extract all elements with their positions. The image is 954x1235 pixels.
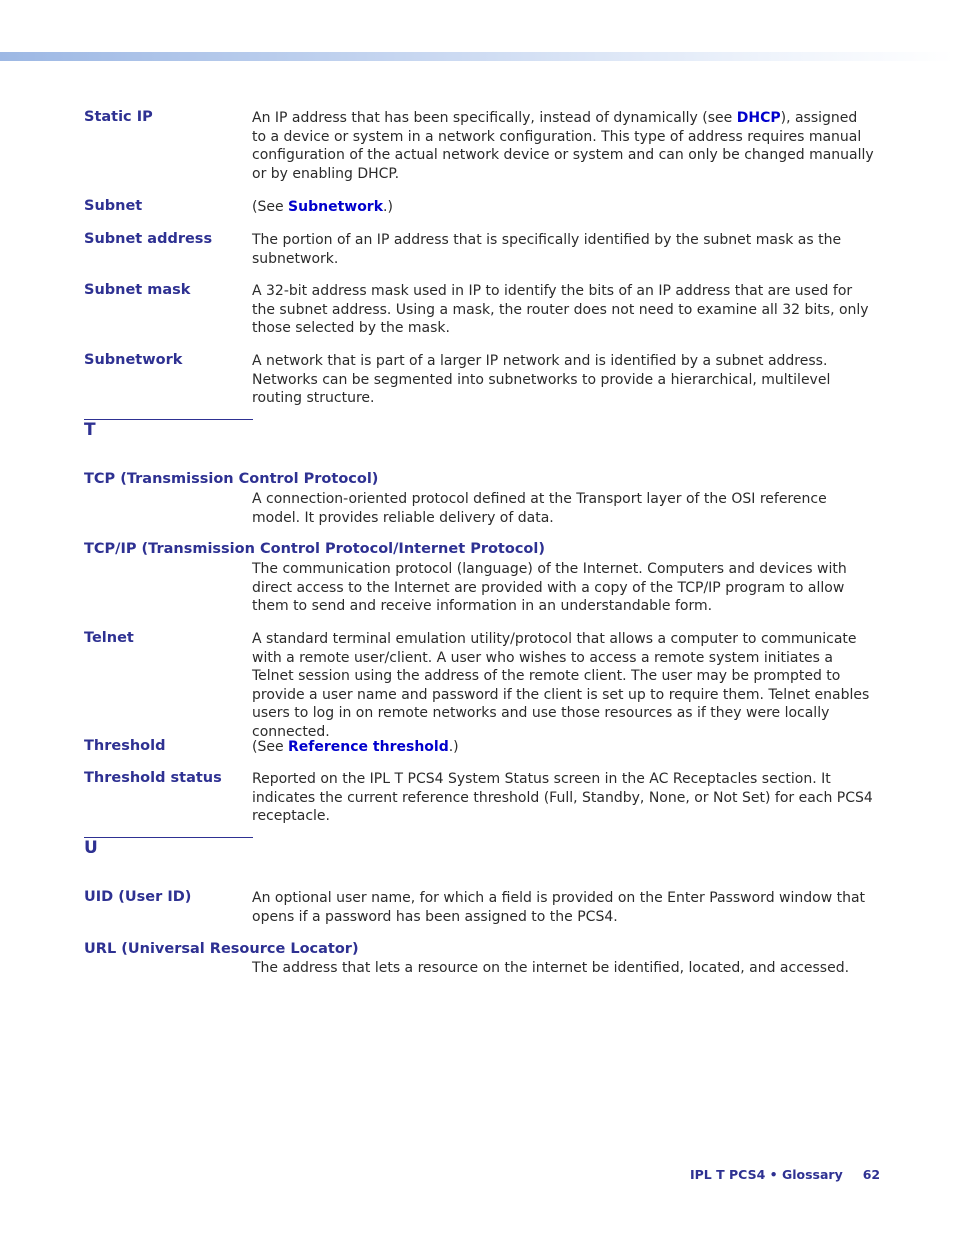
definition-tcpip: The communication protocol (language) of the Internet. Computers and devices with direct access to the Internet are provided with a copy of the TCP/IP program to allow them to send and receive information in an understandable form.	[252, 561, 847, 615]
term-url: URL (Universal Resource Locator)	[84, 941, 359, 957]
glossary-entry-threshold	[84, 738, 874, 757]
term-telnet: Telnet	[84, 630, 134, 646]
term-tcpip: TCP/IP (Transmission Control Protocol/Internet Protocol)	[84, 541, 545, 557]
definition-static-ip	[252, 109, 874, 183]
link-dhcp[interactable]: DHCP	[736, 110, 781, 126]
term-threshold-status: Threshold status	[84, 770, 222, 786]
definition-text: .)	[383, 199, 393, 215]
section-divider-t	[84, 419, 253, 420]
definition-text: ), assigned to a device or system in a network configuration. This type of address requires manual configuration of the actual network device or system and can only be changed manually or by enabling DHCP.	[252, 110, 874, 182]
glossary-entry-tcp	[84, 471, 874, 527]
definition-text: An IP address that has been specifically, instead of dynamically (see	[252, 110, 737, 126]
definition-text: .)	[448, 739, 459, 755]
definition-threshold	[252, 738, 874, 757]
definition-threshold-status: Reported on the IPL T PCS4 System Status screen in the AC Receptacles section. It indicates the current reference threshold (Full, Standby, None, or Not Set) for each PCS4 receptacle.	[252, 771, 873, 825]
glossary-entry-telnet	[84, 630, 874, 742]
glossary-entry-subnet	[84, 198, 874, 217]
term-subnetwork: Subnetwork	[84, 352, 183, 368]
section-divider-u	[84, 837, 253, 838]
definition-text: (See	[252, 739, 289, 755]
page-number: 62	[862, 1167, 881, 1182]
glossary-entry-threshold-status	[84, 770, 874, 826]
glossary-entry-subnet-mask	[84, 282, 874, 338]
glossary-entry-url	[84, 941, 874, 978]
definition-url: The address that lets a resource on the internet be identified, located, and accessed.	[252, 960, 850, 976]
term-static-ip: Static IP	[84, 109, 153, 125]
term-threshold: Threshold	[84, 738, 166, 754]
definition-subnetwork: A network that is part of a larger IP network and is identified by a subnet address. Networks can be segmented into subnetworks to provide a hierarchical, multilevel routing structure.	[252, 353, 831, 407]
definition-uid: An optional user name, for which a field is provided on the Enter Password window that opens if a password has been assigned to the PCS4.	[252, 890, 866, 925]
term-subnet-mask: Subnet mask	[84, 282, 191, 298]
glossary-entry-subnet-address	[84, 231, 874, 268]
definition-text: (See	[252, 199, 289, 215]
definition-subnet	[252, 198, 874, 217]
glossary-entry-tcpip	[84, 541, 874, 616]
definition-subnet-address: The portion of an IP address that is specifically identified by the subnet mask as the subnetwork.	[252, 232, 842, 267]
header-gradient-bar	[0, 52, 954, 61]
definition-subnet-mask: A 32-bit address mask used in IP to identify the bits of an IP address that are used for the subnet address. Using a mask, the router does not need to examine all 32 bits, only those selected by the mask.	[252, 283, 869, 337]
link-subnetwork[interactable]: Subnetwork	[288, 199, 384, 215]
glossary-entry-static-ip	[84, 109, 874, 183]
term-tcp: TCP (Transmission Control Protocol)	[84, 471, 379, 487]
term-subnet-address: Subnet address	[84, 231, 213, 247]
section-heading-u: U	[84, 838, 98, 858]
term-subnet: Subnet	[84, 198, 143, 214]
footer-label: IPL T PCS4 • Glossary	[690, 1167, 843, 1182]
term-uid: UID (User ID)	[84, 889, 192, 905]
glossary-entry-uid	[84, 889, 874, 926]
link-reference-threshold[interactable]: Reference threshold	[288, 739, 449, 755]
definition-tcp: A connection-oriented protocol defined at the Transport layer of the OSI reference model. It provides reliable delivery of data.	[252, 491, 827, 526]
definition-telnet: A standard terminal emulation utility/protocol that allows a computer to communicate with a remote user/client. A user who wishes to access a remote system initiates a Telnet session using the address of the remote client. The user may be prompted to provide a user name and password if the client is set up to require them. Telnet enables users to log in on remote networks and use those resources as if they were locally connected.	[252, 631, 870, 740]
page-footer	[690, 1167, 880, 1182]
section-heading-t: T	[84, 420, 96, 440]
glossary-entry-subnetwork	[84, 352, 874, 408]
